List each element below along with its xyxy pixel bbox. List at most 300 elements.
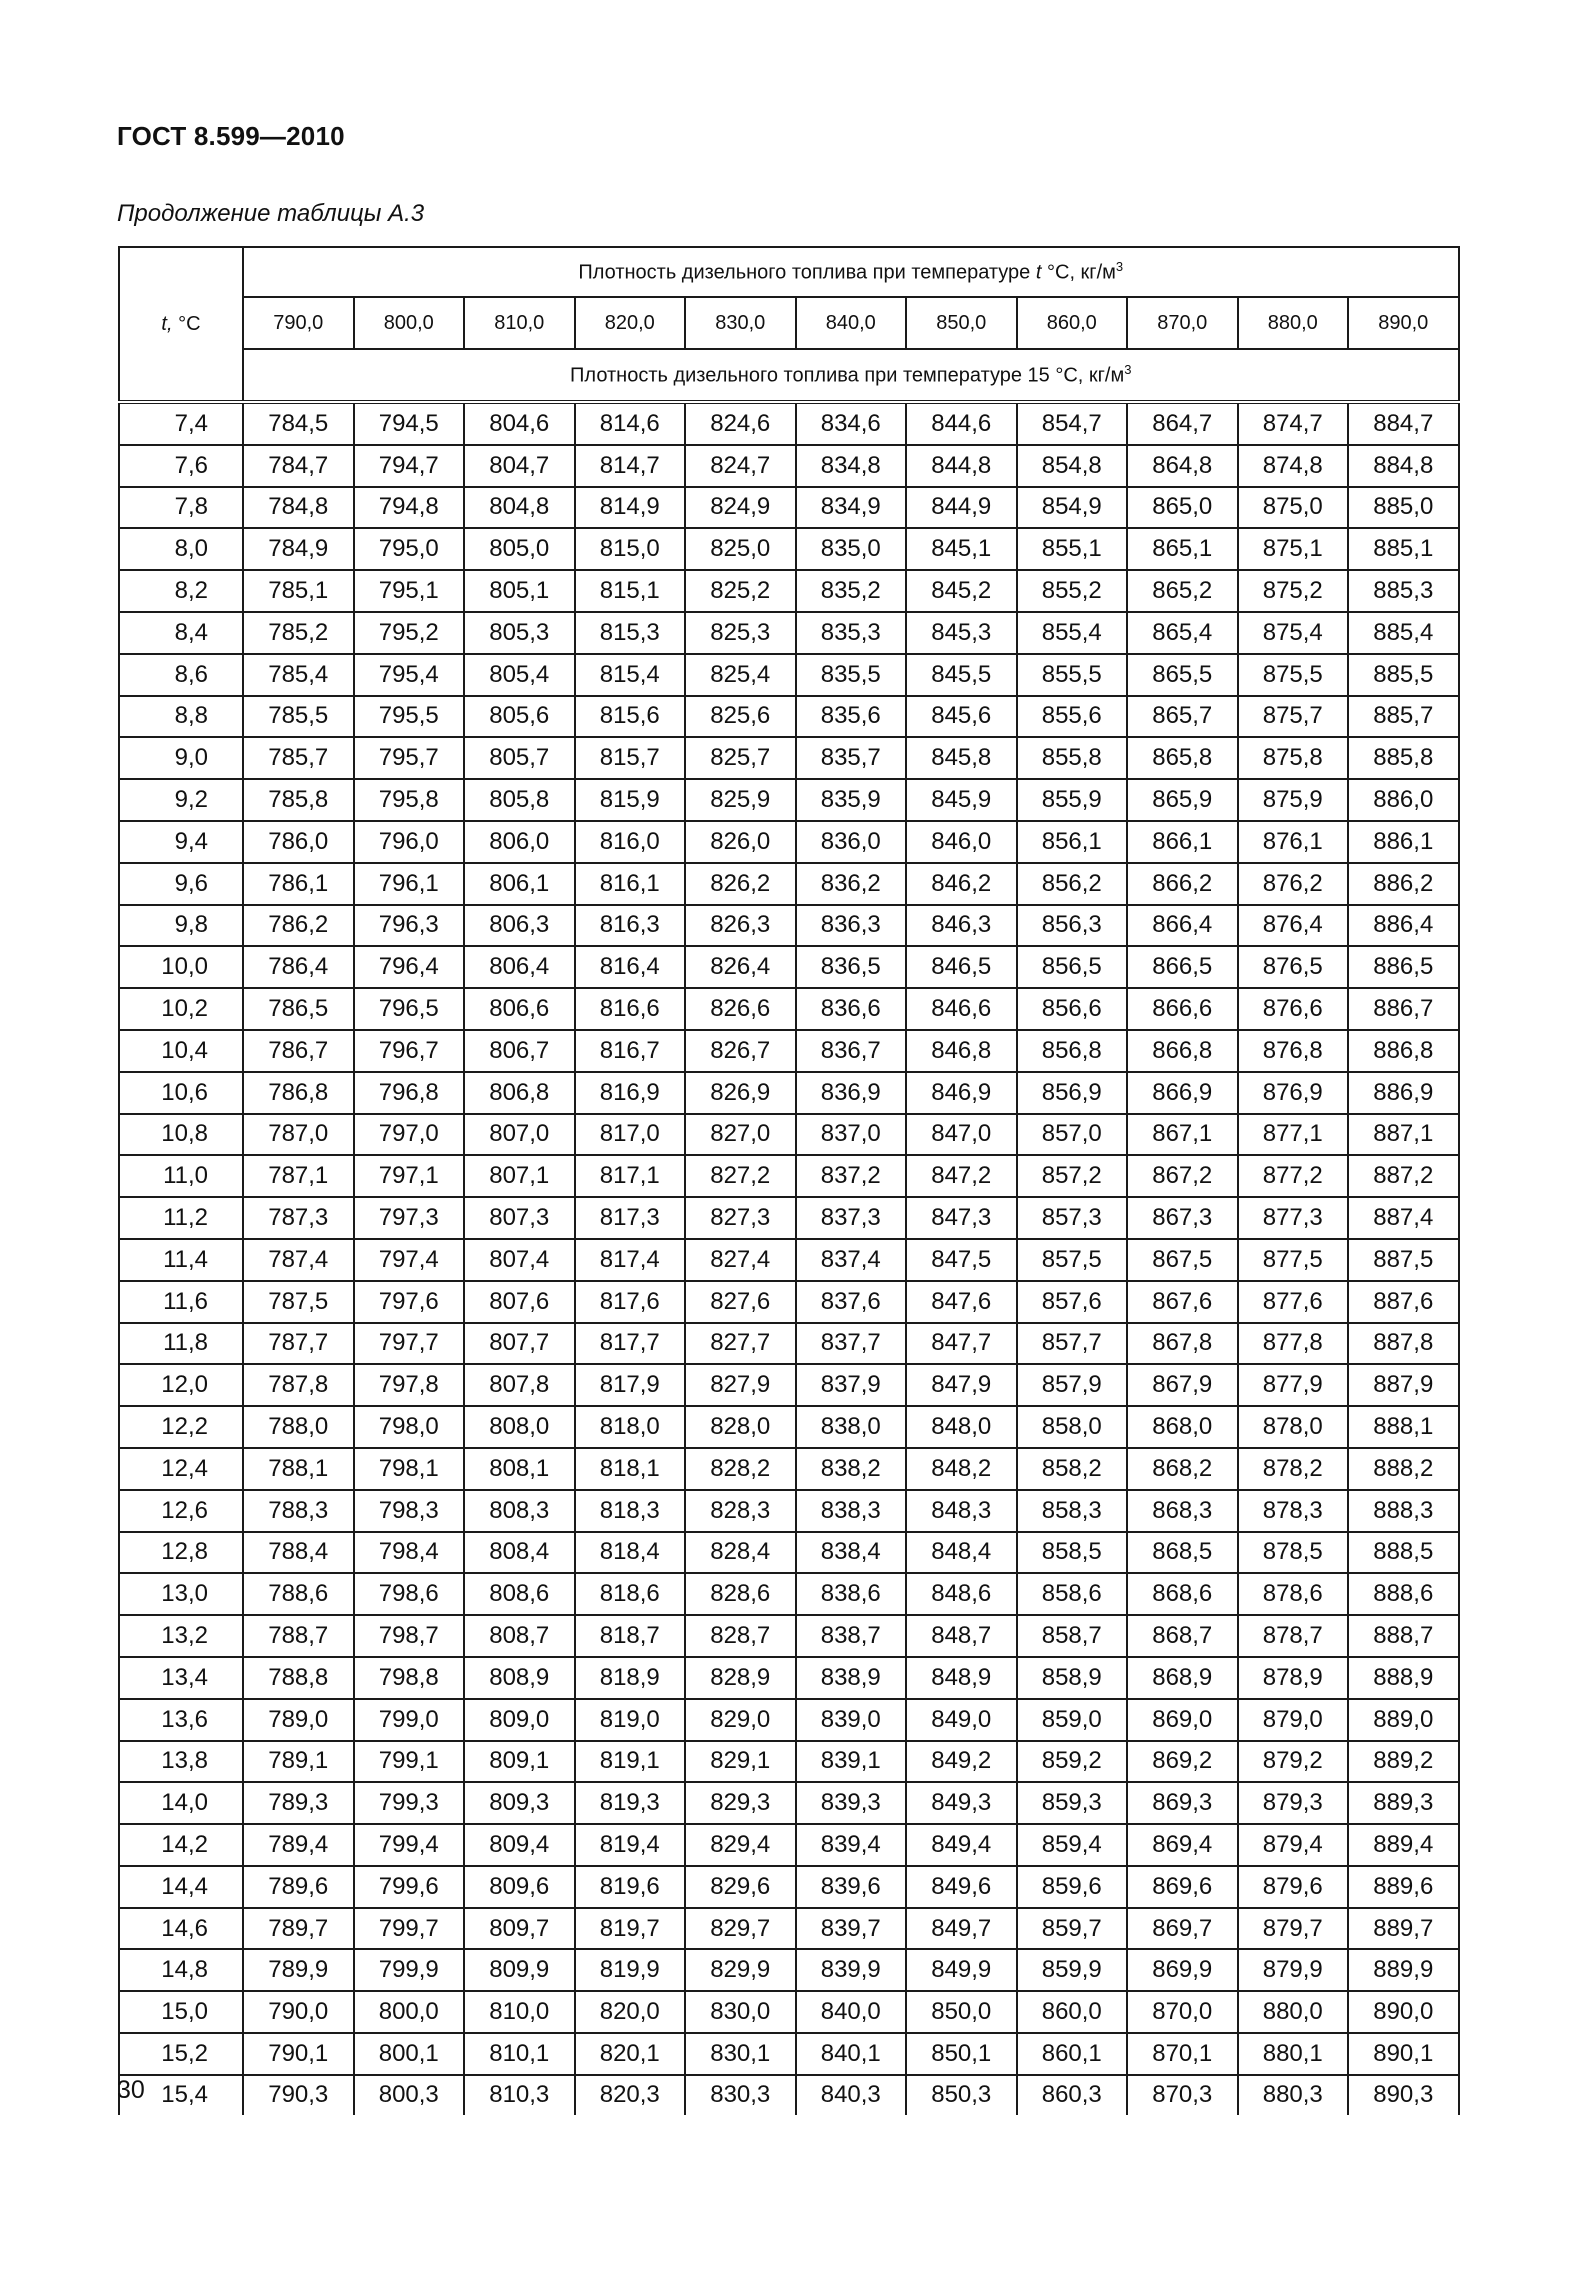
density-cell: 856,3: [1017, 905, 1128, 947]
density-cell: 859,7: [1017, 1908, 1128, 1950]
density-cell: 845,1: [906, 528, 1017, 570]
density-column-header: 810,0: [464, 297, 575, 349]
density-cell: 788,7: [243, 1615, 354, 1657]
density-cell: 829,6: [685, 1866, 796, 1908]
density-cell: 806,0: [464, 821, 575, 863]
density-cell: 875,8: [1238, 737, 1349, 779]
density-cell: 879,0: [1238, 1699, 1349, 1741]
density-cell: 805,0: [464, 528, 575, 570]
density-cell: 847,6: [906, 1281, 1017, 1323]
density-cell: 839,7: [796, 1908, 907, 1950]
density-cell: 786,1: [243, 863, 354, 905]
density-cell: 789,0: [243, 1699, 354, 1741]
density-cell: 836,9: [796, 1072, 907, 1114]
density-cell: 858,7: [1017, 1615, 1128, 1657]
density-cell: 868,2: [1127, 1448, 1238, 1490]
temperature-cell: 10,6: [119, 1072, 243, 1114]
density-cell: 827,4: [685, 1239, 796, 1281]
density-cell: 799,4: [354, 1824, 465, 1866]
density-cell: 838,7: [796, 1615, 907, 1657]
density-cell: 835,0: [796, 528, 907, 570]
density-cell: 867,1: [1127, 1114, 1238, 1156]
density-cell: 838,6: [796, 1573, 907, 1615]
density-cell: 797,1: [354, 1155, 465, 1197]
density-cell: 855,6: [1017, 696, 1128, 738]
density-cell: 886,0: [1348, 779, 1459, 821]
density-cell: 888,1: [1348, 1406, 1459, 1448]
density-cell: 856,9: [1017, 1072, 1128, 1114]
density-cell: 786,5: [243, 988, 354, 1030]
table-row: [119, 1239, 1459, 1281]
density-cell: 797,3: [354, 1197, 465, 1239]
density-cell: 786,2: [243, 905, 354, 947]
density-cell: 847,7: [906, 1323, 1017, 1365]
density-cell: 836,3: [796, 905, 907, 947]
density-cell: 879,9: [1238, 1949, 1349, 1991]
density-cell: 835,2: [796, 570, 907, 612]
temperature-cell: 13,0: [119, 1573, 243, 1615]
density-cell: 806,1: [464, 863, 575, 905]
density-cell: 818,1: [575, 1448, 686, 1490]
density-cell: 828,2: [685, 1448, 796, 1490]
density-cell: 784,7: [243, 445, 354, 487]
density-cell: 836,5: [796, 946, 907, 988]
density-cell: 837,9: [796, 1364, 907, 1406]
temperature-cell: 8,4: [119, 612, 243, 654]
density-cell: 789,1: [243, 1741, 354, 1783]
table-row: [119, 1448, 1459, 1490]
density-column-headers: [119, 297, 1459, 349]
temperature-cell: 12,6: [119, 1490, 243, 1532]
density-cell: 886,5: [1348, 946, 1459, 988]
density-cell: 785,4: [243, 654, 354, 696]
density-cell: 870,0: [1127, 1991, 1238, 2033]
table-row: [119, 1406, 1459, 1448]
density-cell: 820,0: [575, 1991, 686, 2033]
density-cell: 797,6: [354, 1281, 465, 1323]
density-cell: 815,1: [575, 570, 686, 612]
density-cell: 798,0: [354, 1406, 465, 1448]
density-column-header: 800,0: [354, 297, 465, 349]
density-cell: 855,5: [1017, 654, 1128, 696]
density-cell: 809,4: [464, 1824, 575, 1866]
density-cell: 866,5: [1127, 946, 1238, 988]
temperature-cell: 11,6: [119, 1281, 243, 1323]
density-cell: 796,3: [354, 905, 465, 947]
table-row: [119, 779, 1459, 821]
density-cell: 844,9: [906, 487, 1017, 529]
density-cell: 809,0: [464, 1699, 575, 1741]
density-cell: 846,6: [906, 988, 1017, 1030]
density-cell: 837,0: [796, 1114, 907, 1156]
density-cell: 795,5: [354, 696, 465, 738]
density-cell: 807,7: [464, 1323, 575, 1365]
density-cell: 875,4: [1238, 612, 1349, 654]
density-cell: 796,4: [354, 946, 465, 988]
density-cell: 786,4: [243, 946, 354, 988]
density-column-header: 830,0: [685, 297, 796, 349]
density-cell: 856,8: [1017, 1030, 1128, 1072]
density-cell: 854,8: [1017, 445, 1128, 487]
density-cell: 840,3: [796, 2075, 907, 2115]
density-cell: 844,8: [906, 445, 1017, 487]
temperature-cell: 9,0: [119, 737, 243, 779]
density-cell: 886,7: [1348, 988, 1459, 1030]
density-cell: 857,7: [1017, 1323, 1128, 1365]
density-cell: 854,9: [1017, 487, 1128, 529]
table-row: [119, 1323, 1459, 1365]
density-cell: 808,0: [464, 1406, 575, 1448]
density-cell: 846,9: [906, 1072, 1017, 1114]
density-cell: 875,2: [1238, 570, 1349, 612]
density-cell: 876,1: [1238, 821, 1349, 863]
density-cell: 835,6: [796, 696, 907, 738]
density-cell: 815,4: [575, 654, 686, 696]
temperature-cell: 7,6: [119, 445, 243, 487]
density-cell: 788,6: [243, 1573, 354, 1615]
density-cell: 820,1: [575, 2033, 686, 2075]
density-cell: 817,9: [575, 1364, 686, 1406]
density-cell: 787,4: [243, 1239, 354, 1281]
temperature-cell: 14,4: [119, 1866, 243, 1908]
density-cell: 889,3: [1348, 1782, 1459, 1824]
document-code: ГОСТ 8.599—2010: [117, 121, 345, 151]
table-row: [119, 570, 1459, 612]
density-cell: 790,1: [243, 2033, 354, 2075]
density-cell: 788,4: [243, 1532, 354, 1574]
density-cell: 789,7: [243, 1908, 354, 1950]
temperature-cell: 11,2: [119, 1197, 243, 1239]
density-cell: 798,4: [354, 1532, 465, 1574]
temperature-cell: 10,8: [119, 1114, 243, 1156]
density-cell: 789,4: [243, 1824, 354, 1866]
density-cell: 836,0: [796, 821, 907, 863]
density-cell: 829,3: [685, 1782, 796, 1824]
table-row: [119, 1155, 1459, 1197]
density-cell: 877,1: [1238, 1114, 1349, 1156]
temperature-cell: 10,2: [119, 988, 243, 1030]
density-cell: 849,4: [906, 1824, 1017, 1866]
density-cell: 787,7: [243, 1323, 354, 1365]
density-cell: 840,1: [796, 2033, 907, 2075]
density-cell: 818,6: [575, 1573, 686, 1615]
density-cell: 865,2: [1127, 570, 1238, 612]
density-cell: 850,1: [906, 2033, 1017, 2075]
density-cell: 805,6: [464, 696, 575, 738]
density-cell: 807,4: [464, 1239, 575, 1281]
table-row: [119, 1782, 1459, 1824]
density-cell: 839,3: [796, 1782, 907, 1824]
density-cell: 816,9: [575, 1072, 686, 1114]
table-row: [119, 1197, 1459, 1239]
density-cell: 846,3: [906, 905, 1017, 947]
density-cell: 864,7: [1127, 402, 1238, 445]
density-cell: 816,0: [575, 821, 686, 863]
density-cell: 887,5: [1348, 1239, 1459, 1281]
density-cell: 787,0: [243, 1114, 354, 1156]
density-cell: 877,9: [1238, 1364, 1349, 1406]
density-cell: 838,9: [796, 1657, 907, 1699]
density-cell: 849,0: [906, 1699, 1017, 1741]
table-row: [119, 1657, 1459, 1699]
density-cell: 880,0: [1238, 1991, 1349, 2033]
density-cell: 859,0: [1017, 1699, 1128, 1741]
density-cell: 827,0: [685, 1114, 796, 1156]
density-cell: 874,8: [1238, 445, 1349, 487]
density-table: [118, 246, 1460, 2115]
density-cell: 866,1: [1127, 821, 1238, 863]
density-cell: 826,7: [685, 1030, 796, 1072]
density-cell: 889,6: [1348, 1866, 1459, 1908]
density-cell: 858,2: [1017, 1448, 1128, 1490]
temperature-cell: 12,2: [119, 1406, 243, 1448]
density-column-header: 860,0: [1017, 297, 1128, 349]
density-cell: 787,8: [243, 1364, 354, 1406]
density-column-header: 790,0: [243, 297, 354, 349]
temperature-cell: 9,8: [119, 905, 243, 947]
density-cell: 798,3: [354, 1490, 465, 1532]
density-cell: 869,0: [1127, 1699, 1238, 1741]
density-cell: 846,5: [906, 946, 1017, 988]
density-cell: 887,6: [1348, 1281, 1459, 1323]
density-cell: 829,1: [685, 1741, 796, 1783]
temperature-cell: 8,8: [119, 696, 243, 738]
density-cell: 878,7: [1238, 1615, 1349, 1657]
density-cell: 865,0: [1127, 487, 1238, 529]
density-cell: 805,3: [464, 612, 575, 654]
density-cell: 887,8: [1348, 1323, 1459, 1365]
density-cell: 879,3: [1238, 1782, 1349, 1824]
density-cell: 808,9: [464, 1657, 575, 1699]
density-cell: 809,9: [464, 1949, 575, 1991]
density-cell: 870,1: [1127, 2033, 1238, 2075]
density-cell: 789,9: [243, 1949, 354, 1991]
density-cell: 865,5: [1127, 654, 1238, 696]
temperature-cell: 15,2: [119, 2033, 243, 2075]
density-cell: 877,8: [1238, 1323, 1349, 1365]
density-cell: 819,6: [575, 1866, 686, 1908]
density-cell: 799,3: [354, 1782, 465, 1824]
density-cell: 800,0: [354, 1991, 465, 2033]
temperature-cell: 14,8: [119, 1949, 243, 1991]
density-cell: 805,8: [464, 779, 575, 821]
temperature-cell: 11,8: [119, 1323, 243, 1365]
temperature-cell: 10,0: [119, 946, 243, 988]
density-column-header: 880,0: [1238, 297, 1349, 349]
density-cell: 848,6: [906, 1573, 1017, 1615]
density-cell: 849,6: [906, 1866, 1017, 1908]
density-cell: 788,8: [243, 1657, 354, 1699]
density-cell: 809,7: [464, 1908, 575, 1950]
density-cell: 890,1: [1348, 2033, 1459, 2075]
density-cell: 826,9: [685, 1072, 796, 1114]
density-cell: 808,3: [464, 1490, 575, 1532]
density-cell: 879,4: [1238, 1824, 1349, 1866]
density-cell: 834,8: [796, 445, 907, 487]
density-cell: 886,8: [1348, 1030, 1459, 1072]
table-header: [119, 247, 1459, 402]
density-cell: 799,7: [354, 1908, 465, 1950]
density-column-header: 840,0: [796, 297, 907, 349]
density-cell: 838,3: [796, 1490, 907, 1532]
density-cell: 819,3: [575, 1782, 686, 1824]
density-cell: 885,3: [1348, 570, 1459, 612]
density-cell: 835,9: [796, 779, 907, 821]
density-cell: 848,9: [906, 1657, 1017, 1699]
density-cell: 887,2: [1348, 1155, 1459, 1197]
density-cell: 885,7: [1348, 696, 1459, 738]
density-cell: 877,3: [1238, 1197, 1349, 1239]
table-row: [119, 1281, 1459, 1323]
density-cell: 834,6: [796, 402, 907, 445]
density-cell: 815,6: [575, 696, 686, 738]
table-row: [119, 402, 1459, 445]
density-cell: 785,8: [243, 779, 354, 821]
density-cell: 798,7: [354, 1615, 465, 1657]
density-cell: 858,9: [1017, 1657, 1128, 1699]
density-cell: 888,9: [1348, 1657, 1459, 1699]
density-cell: 819,7: [575, 1908, 686, 1950]
density-cell: 810,3: [464, 2075, 575, 2115]
density-cell: 786,8: [243, 1072, 354, 1114]
density-cell: 857,0: [1017, 1114, 1128, 1156]
density-cell: 807,3: [464, 1197, 575, 1239]
density-cell: 868,5: [1127, 1532, 1238, 1574]
density-cell: 815,3: [575, 612, 686, 654]
density-cell: 868,6: [1127, 1573, 1238, 1615]
density-cell: 886,1: [1348, 821, 1459, 863]
density-cell: 818,9: [575, 1657, 686, 1699]
density-cell: 845,3: [906, 612, 1017, 654]
density-cell: 838,4: [796, 1532, 907, 1574]
density-cell: 887,9: [1348, 1364, 1459, 1406]
density-cell: 795,2: [354, 612, 465, 654]
table-row: [119, 1949, 1459, 1991]
density-cell: 867,8: [1127, 1323, 1238, 1365]
density-cell: 788,1: [243, 1448, 354, 1490]
density-cell: 865,4: [1127, 612, 1238, 654]
density-cell: 876,8: [1238, 1030, 1349, 1072]
density-cell: 806,4: [464, 946, 575, 988]
density-cell: 878,9: [1238, 1657, 1349, 1699]
density-cell: 835,3: [796, 612, 907, 654]
density-column-header: 850,0: [906, 297, 1017, 349]
density-cell: 817,7: [575, 1323, 686, 1365]
density-cell: 835,7: [796, 737, 907, 779]
density-cell: 877,2: [1238, 1155, 1349, 1197]
density-cell: 865,1: [1127, 528, 1238, 570]
density-cell: 828,7: [685, 1615, 796, 1657]
density-cell: 869,4: [1127, 1824, 1238, 1866]
table-row: [119, 1490, 1459, 1532]
density-cell: 795,4: [354, 654, 465, 696]
density-cell: 825,4: [685, 654, 796, 696]
density-cell: 814,7: [575, 445, 686, 487]
density-cell: 876,4: [1238, 905, 1349, 947]
table-row: [119, 1741, 1459, 1783]
density-cell: 827,7: [685, 1323, 796, 1365]
density-cell: 797,0: [354, 1114, 465, 1156]
table-row: [119, 737, 1459, 779]
density-cell: 855,1: [1017, 528, 1128, 570]
temperature-cell: 8,0: [119, 528, 243, 570]
density-cell: 799,6: [354, 1866, 465, 1908]
density-cell: 785,7: [243, 737, 354, 779]
density-cell: 827,2: [685, 1155, 796, 1197]
density-cell: 815,9: [575, 779, 686, 821]
density-cell: 879,6: [1238, 1866, 1349, 1908]
density-cell: 867,3: [1127, 1197, 1238, 1239]
density-cell: 887,1: [1348, 1114, 1459, 1156]
density-cell: 858,0: [1017, 1406, 1128, 1448]
density-cell: 866,8: [1127, 1030, 1238, 1072]
density-cell: 846,0: [906, 821, 1017, 863]
density-cell: 884,8: [1348, 445, 1459, 487]
density-cell: 826,6: [685, 988, 796, 1030]
density-cell: 829,4: [685, 1824, 796, 1866]
density-cell: 806,3: [464, 905, 575, 947]
density-cell: 786,0: [243, 821, 354, 863]
density-cell: 855,4: [1017, 612, 1128, 654]
table-row: [119, 1573, 1459, 1615]
density-cell: 817,4: [575, 1239, 686, 1281]
density-cell: 847,0: [906, 1114, 1017, 1156]
density-cell: 888,7: [1348, 1615, 1459, 1657]
density-cell: 806,8: [464, 1072, 575, 1114]
density-cell: 840,0: [796, 1991, 907, 2033]
density-cell: 879,7: [1238, 1908, 1349, 1950]
density-cell: 886,9: [1348, 1072, 1459, 1114]
density-cell: 850,0: [906, 1991, 1017, 2033]
density-cell: 866,6: [1127, 988, 1238, 1030]
temperature-cell: 11,0: [119, 1155, 243, 1197]
temperature-cell: 12,0: [119, 1364, 243, 1406]
table-row: [119, 1991, 1459, 2033]
density-cell: 848,0: [906, 1406, 1017, 1448]
table-caption: Продолжение таблицы А.3: [117, 200, 425, 227]
density-cell: 830,3: [685, 2075, 796, 2115]
density-cell: 817,3: [575, 1197, 686, 1239]
table-row: [119, 2075, 1459, 2115]
density-cell: 885,1: [1348, 528, 1459, 570]
density-cell: 845,6: [906, 696, 1017, 738]
density-cell: 790,0: [243, 1991, 354, 2033]
density-cell: 857,2: [1017, 1155, 1128, 1197]
density-cell: 858,3: [1017, 1490, 1128, 1532]
density-cell: 848,7: [906, 1615, 1017, 1657]
table-row: [119, 1532, 1459, 1574]
temperature-cell: 14,2: [119, 1824, 243, 1866]
density-cell: 830,1: [685, 2033, 796, 2075]
density-cell: 857,3: [1017, 1197, 1128, 1239]
density-cell: 808,6: [464, 1573, 575, 1615]
density-cell: 807,1: [464, 1155, 575, 1197]
density-cell: 848,3: [906, 1490, 1017, 1532]
temperature-cell: 11,4: [119, 1239, 243, 1281]
density-cell: 836,2: [796, 863, 907, 905]
table-row: [119, 612, 1459, 654]
density-column-header: 890,0: [1348, 297, 1459, 349]
density-cell: 839,0: [796, 1699, 907, 1741]
density-cell: 807,8: [464, 1364, 575, 1406]
density-cell: 835,5: [796, 654, 907, 696]
density-cell: 888,2: [1348, 1448, 1459, 1490]
temperature-cell: 15,0: [119, 1991, 243, 2033]
density-cell: 820,3: [575, 2075, 686, 2115]
density-cell: 856,1: [1017, 821, 1128, 863]
density-cell: 869,2: [1127, 1741, 1238, 1783]
density-cell: 845,5: [906, 654, 1017, 696]
